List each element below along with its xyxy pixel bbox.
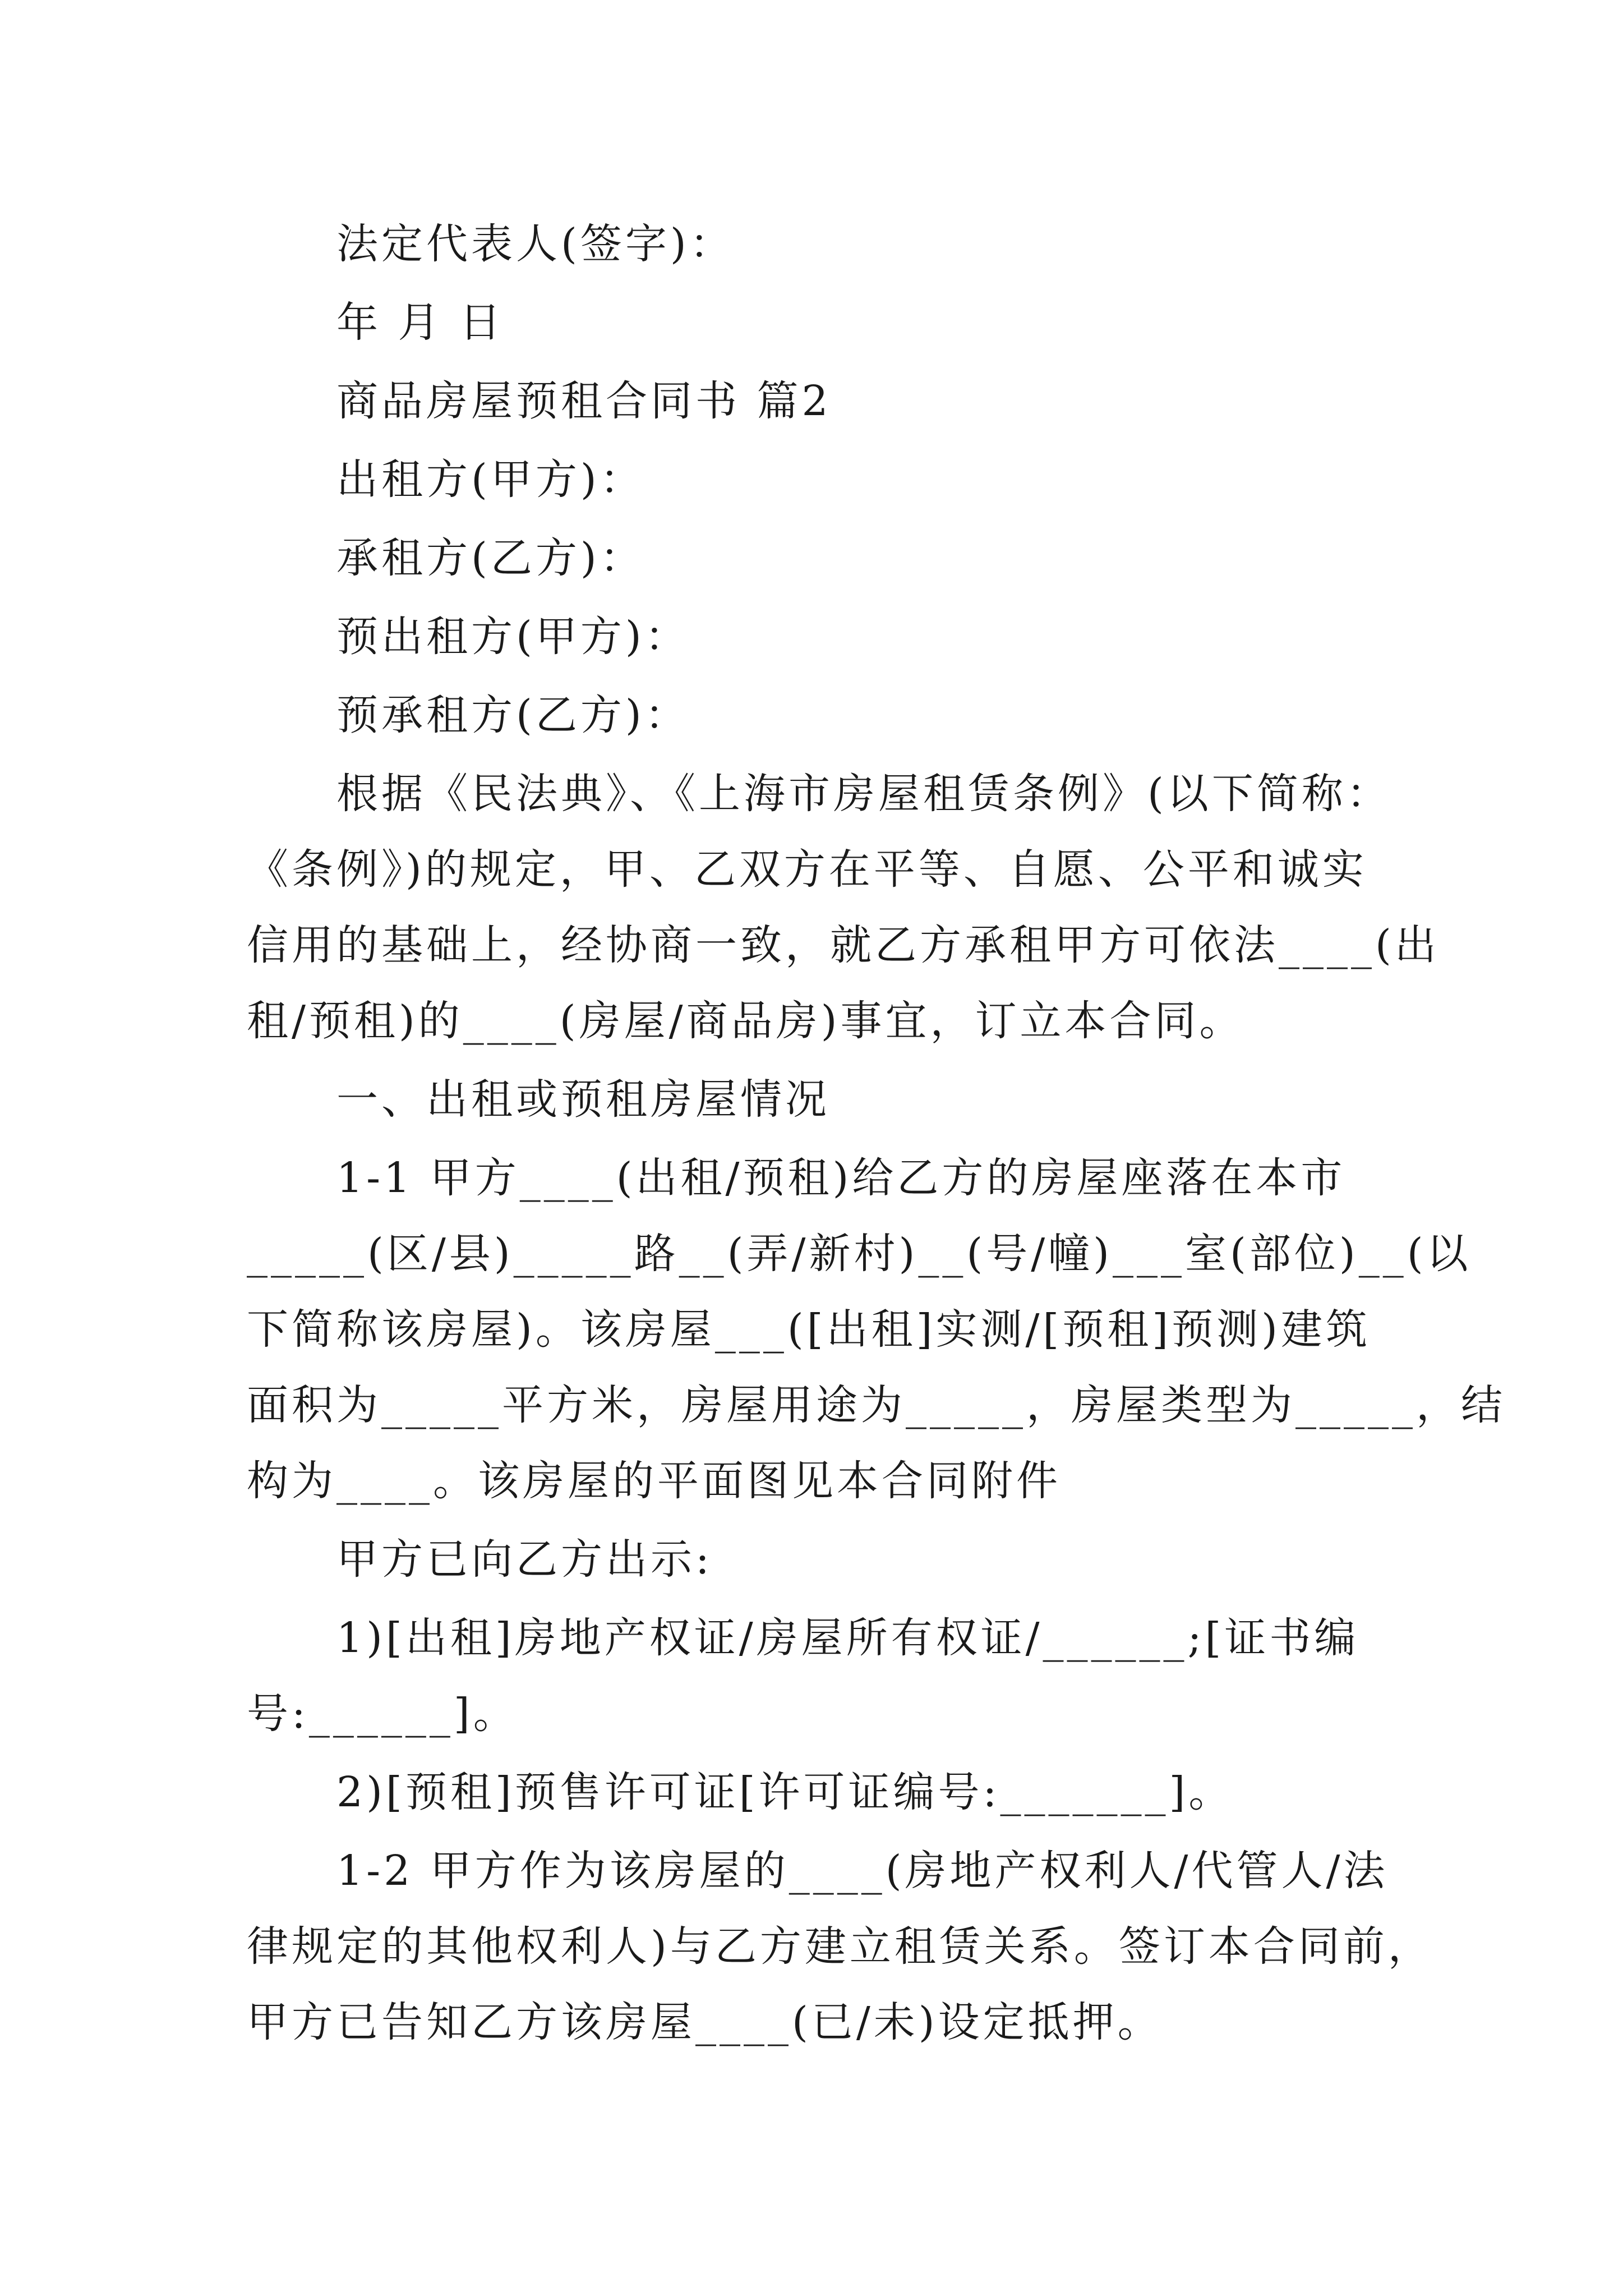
clause-line: 甲方已向乙方出示: <box>336 1535 713 1584</box>
clause-line: _____(区/县)_____路__(弄/新村)__(号/幢)___室(部位)__(以 <box>247 1230 1472 1278</box>
clause-line: 2)[预租]预售许可证[许可证编号:_______]。 <box>336 1768 1234 1816</box>
date-line: 年 月 日 <box>336 298 505 347</box>
clause-line: 构为____。该房屋的平面图见本合同附件 <box>247 1457 1061 1505</box>
section-heading: 一、出租或预租房屋情况 <box>336 1075 830 1124</box>
signature-line: 法定代表人(签字)： <box>336 220 735 268</box>
paragraph-line: 信用的基础上，经协商一致，就乙方承租甲方可依法____(出 <box>247 921 1440 969</box>
section-title: 商品房屋预租合同书 篇2 <box>336 377 832 425</box>
party-lessee: 承租方(乙方)： <box>336 534 645 582</box>
paragraph-line: 《条例》)的规定，甲、乙双方在平等、自愿、公平和诚实 <box>247 845 1367 894</box>
clause-line: 号:______]。 <box>247 1690 518 1738</box>
party-lessor: 出租方(甲方)： <box>336 455 645 504</box>
party-pre-lessor: 预出租方(甲方)： <box>336 613 690 661</box>
clause-line: 律规定的其他权利人)与乙方建立租赁关系。签订本合同前， <box>247 1922 1433 1971</box>
paragraph-line: 根据《民法典》、《上海市房屋租赁条例》(以下简称： <box>336 770 1391 818</box>
clause-line: 下简称该房屋)。该房屋___([出租]实测/[预租]预测)建筑 <box>247 1305 1371 1354</box>
clause-line: 面积为_____平方米，房屋用途为_____，房屋类型为_____，结 <box>247 1381 1506 1429</box>
clause-line: 甲方已告知乙方该房屋____(已/未)设定抵押。 <box>247 1998 1163 2046</box>
clause-line: 1-1 甲方____(出租/预租)给乙方的房屋座落在本市 <box>336 1154 1346 1202</box>
party-pre-lessee: 预承租方(乙方)： <box>336 691 690 739</box>
paragraph-line: 租/预租)的____(房屋/商品房)事宜，订立本合同。 <box>247 997 1244 1045</box>
clause-line: 1-2 甲方作为该房屋的____(房地产权利人/代管人/法 <box>336 1847 1389 1895</box>
clause-line: 1)[出租]房地产权证/房屋所有权证/______;[证书编 <box>336 1614 1359 1662</box>
